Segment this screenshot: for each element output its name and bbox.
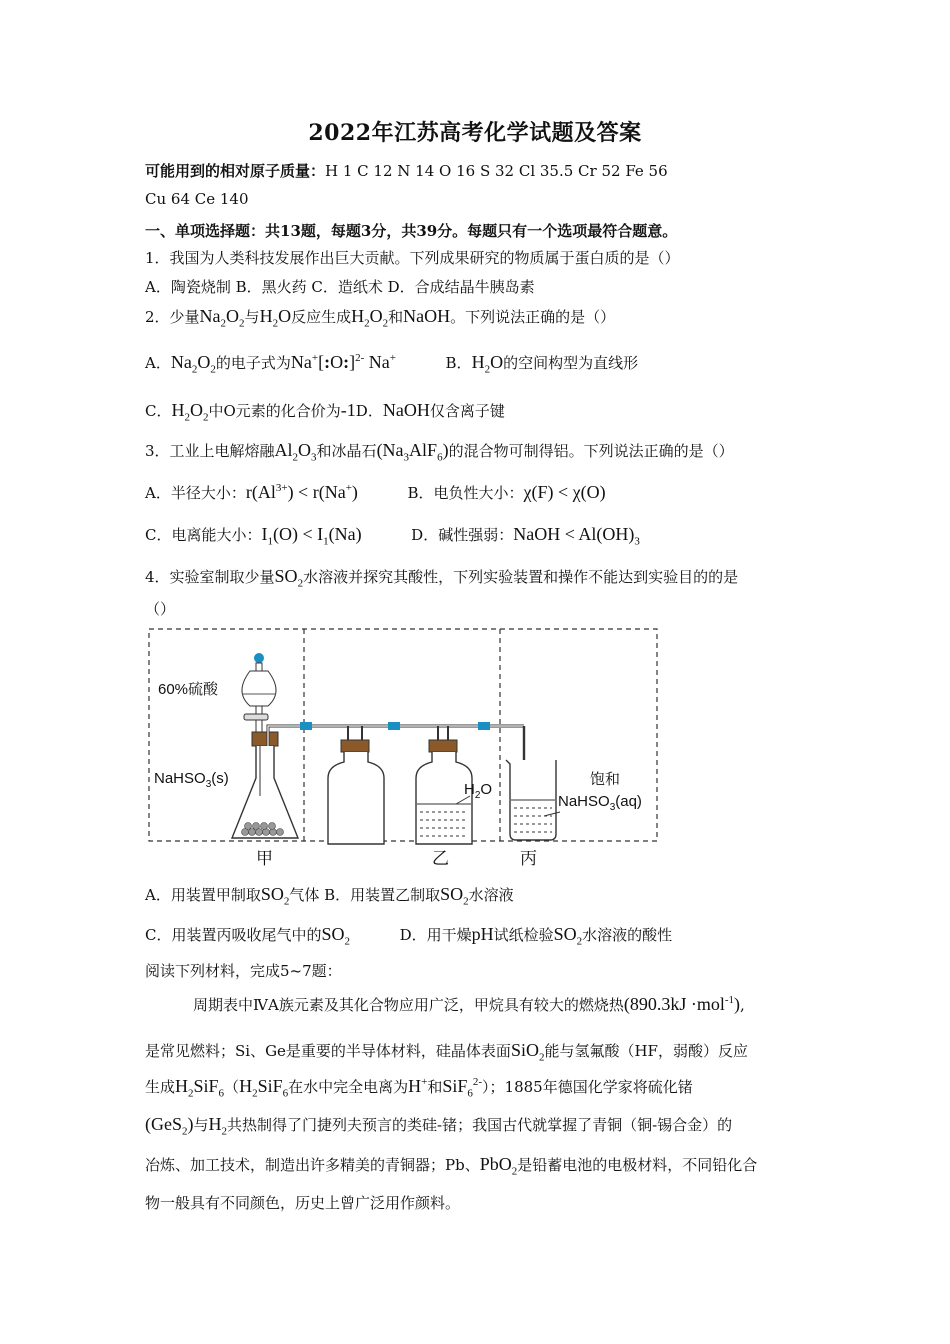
label-saturated: 饱和 [590, 771, 621, 788]
question-1-options: A．陶瓷烧制 B．黑火药 C．造纸术 D．合成结晶牛胰岛素 [145, 278, 535, 296]
question-2-stem: 2．少量$Na_2O_2$与$H_2O$反应生成$H_2O_2$和NaOH。下列说法正确的是（） [145, 306, 616, 330]
question-3-option-cd: C．电离能大小：$I_1(O) < I_1(Na)$ D．碱性强弱：NaOH < $Al(OH)_3$ [145, 524, 640, 548]
material-line-4: (GeS$_2$)与$H_2$共热制得了门捷列夫预言的类硅-锗；我国古代就掌握了青铜（铜-锡合金）的 [145, 1114, 733, 1138]
question-1-stem: 1．我国为人类科技发展作出巨大贡献。下列成果研究的物质属于蛋白质的是（） [145, 249, 680, 267]
empty-bottle [328, 752, 384, 844]
question-2-option-cd: C．$H_2O_2$中O元素的化合价为-1D．NaOH仅含离子键 [145, 400, 505, 424]
question-3-option-ab: A．半径大小：$r(Al^{3+}) < r(Na^+)$ B．电负性大小：χ(F) < χ(O) [145, 482, 606, 502]
material-line-5: 冶炼、加工技术，制造出许多精美的青铜器；Pb、PbO$_2$是铅蓄电池的电极材料，不同铅化合 [145, 1154, 758, 1178]
tube-connector-1 [300, 722, 312, 730]
question-3-stem: 3．工业上电解熔融$Al_2O_3$和冰晶石$(Na_3AlF_6)$的混合物可制得铝。下列说法正确的是（） [145, 440, 734, 464]
question-4-option-cd: C．用装置丙吸收尾气中的$SO_2$ D．用干燥pH试纸检验$SO_2$水溶液的酸性 [145, 924, 673, 948]
flask-stopper [252, 732, 278, 746]
reading-instruction: 阅读下列材料，完成5~7题： [145, 962, 342, 980]
material-line-3: 生成$H_2SiF_6(H_2SiF_6$在水中完全电离为H+和SiF$_6^{2-}$）；1885年德国化学家将硫化锗 [145, 1076, 693, 1100]
label-water: $H_2O$ [464, 781, 493, 801]
atomic-mass-line-2: Cu 64 Ce 140 [145, 190, 249, 208]
bottle-1-stopper [341, 740, 369, 752]
tube-connector-3 [478, 722, 490, 730]
label-sulfuric-acid: 60%硫酸 [158, 681, 219, 698]
apparatus-figure [148, 628, 660, 868]
question-2-option-ab: A．$Na_2O_2$的电子式为Na+[:O:]$^{2-}$ Na+ B．$H_2O$的空间构型为直线形 [145, 352, 639, 376]
page-title: 2022年江苏高考化学试题及答案 [308, 120, 642, 146]
material-line-2: 是常见燃料；Si、Ge是重要的半导体材料，硅晶体表面SiO$_2$能与氢氟酸（HF，弱酸）反应 [145, 1040, 748, 1064]
label-bing: 丙 [520, 849, 537, 868]
label-yi: 乙 [432, 849, 449, 868]
question-4-option-ab: A．用装置甲制取$SO_2$气体 B．用装置乙制取$SO_2$水溶液 [145, 884, 514, 908]
funnel-stopcock [244, 714, 268, 720]
atomic-mass-line-1: 可能用到的相对原子质量：H 1 C 12 N 14 O 16 S 32 Cl 35.5 Cr 52 Fe 56 [145, 162, 668, 180]
funnel-stopper [254, 653, 264, 663]
material-line-1: 周期表中ⅣA族元素及其化合物应用广泛，甲烷具有较大的燃烧热(890.3kJ ·mol$^{-1}$), [193, 994, 745, 1014]
label-nahso3-aq: NaHSO$_3$(aq) [558, 793, 642, 813]
tube-connector-2 [388, 722, 400, 730]
label-jia: 甲 [256, 849, 273, 868]
label-reagent: NaHSO$_3$(s) [154, 770, 229, 790]
funnel-body [242, 671, 276, 706]
question-4-stem-end: （） [145, 600, 176, 618]
section-heading: 一、单项选择题：共13题，每题3分，共39分。每题只有一个选项最符合题意。 [145, 222, 678, 240]
question-4-stem: 4．实验室制取少量$SO_2$水溶液并探究其酸性，下列实验装置和操作不能达到实验目的的是 [145, 566, 739, 590]
water-bottle [416, 752, 472, 844]
material-line-6: 物一般具有不同颜色，历史上曾广泛用作颜料。 [145, 1194, 461, 1212]
bottle-2-stopper [429, 740, 457, 752]
